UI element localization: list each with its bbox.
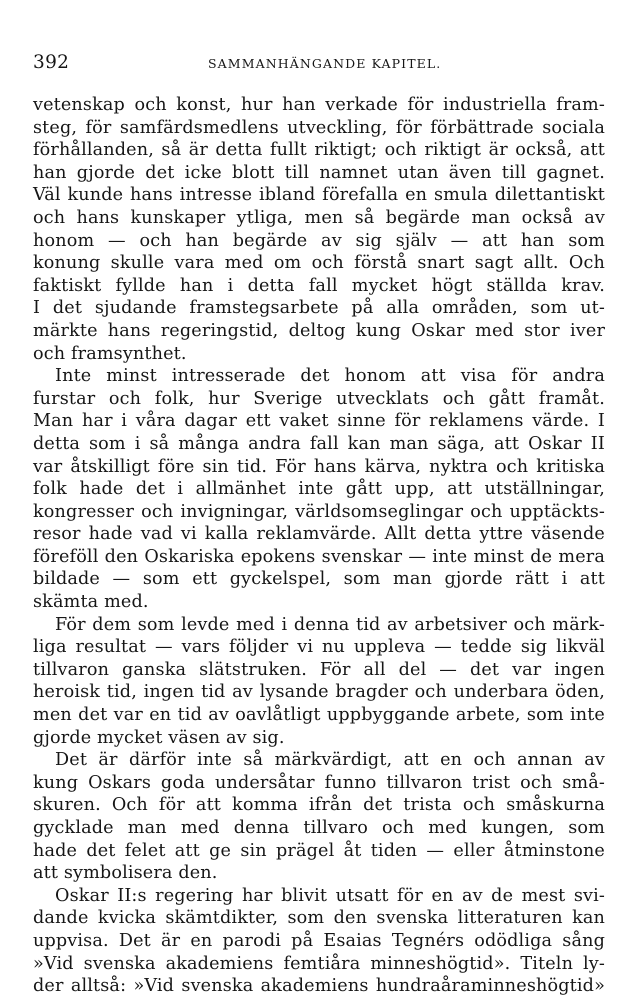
text-line: skämta med. bbox=[33, 592, 149, 613]
running-head: SAMMANHÄNGANDE KAPITEL. bbox=[208, 56, 442, 71]
text-line: vetenskap och konst, hur han verkade för industriella fram- bbox=[33, 95, 605, 115]
text-line: Inte minst intresserade det honom att visa för andra bbox=[55, 366, 605, 387]
text-line: att symbolisera den. bbox=[33, 863, 218, 884]
text-line: men det var en tid av oavlåtligt uppbyggande arbete, som inte bbox=[33, 705, 605, 726]
text-line: konung skulle vara med om och förstå snart sagt allt. Och bbox=[33, 253, 605, 274]
text-line: Det är därför inte så märkvärdigt, att en och annan av bbox=[55, 750, 605, 771]
text-line: »Vid svenska akademiens femtiåra minneshögtid». Titeln ly- bbox=[33, 953, 605, 974]
text-line: Man har i våra dagar ett vaket sinne för reklamens värde. I bbox=[33, 411, 605, 432]
text-line: steg, för samfärdsmedlens utveckling, för förbättrade sociala bbox=[33, 117, 605, 138]
text-line: bildade — som ett gyckelspel, som man gjorde rätt i att bbox=[33, 569, 605, 590]
text-line: uppvisa. Det är en parodi på Esaias Tegnérs odödliga sång bbox=[33, 930, 605, 951]
text-line: föreföll den Oskariska epokens svenskar — inte minst de mera bbox=[33, 546, 605, 567]
text-line: och hans kunskaper ytliga, men så begärde man också av bbox=[33, 207, 605, 228]
text-line: han gjorde det icke blott till namnet utan även till gagnet. bbox=[33, 162, 605, 183]
text-line: gycklade man med denna tillvaro och med kungen, som bbox=[33, 818, 605, 838]
body-text bbox=[33, 94, 605, 998]
text-line: furstar och folk, hur Sverige utvecklats och gått framåt. bbox=[33, 388, 605, 409]
text-line: förhållanden, så är detta fullt riktigt; och riktigt är också, att bbox=[33, 140, 605, 161]
text-line: I det sjudande framstegsarbete på alla områden, som ut- bbox=[33, 298, 605, 319]
text-line: För dem som levde med i denna tid av arbetsiver och märk- bbox=[55, 614, 605, 635]
text-line: tillvaron ganska slätstruken. För all del — det var ingen bbox=[33, 659, 605, 680]
text-line: gjorde mycket väsen av sig. bbox=[33, 727, 285, 748]
text-line: honom — och han begärde av sig själv — att han som bbox=[33, 230, 605, 251]
text-line: och framsynthet. bbox=[33, 343, 187, 364]
text-line: kung Oskars goda undersåtar funno tillvaron trist och små- bbox=[33, 772, 605, 793]
text-line: heroisk tid, ingen tid av lysande bragder och underbara öden, bbox=[33, 682, 605, 703]
text-line: var åtskilligt före sin tid. För hans kärva, nyktra och kritiska bbox=[33, 456, 605, 477]
text-line: skuren. Och för att komma ifrån det trista och småskurna bbox=[33, 795, 605, 816]
text-line: Oskar II:s regering har blivit utsatt för en av de mest svi- bbox=[55, 885, 605, 906]
text-line: faktiskt fyllde han i detta fall mycket högt ställda krav. bbox=[33, 275, 605, 296]
text-line: resor hade vad vi kalla reklamvärde. Allt detta yttre väsende bbox=[33, 524, 605, 545]
text-line: Väl kunde hans intresse ibland förefalla en smula dilettantiskt bbox=[33, 185, 605, 206]
page-header bbox=[33, 52, 607, 76]
text-line: der alltså: »Vid svenska akademiens hundraåraminneshögtid» bbox=[33, 976, 605, 997]
text-line: märkte hans regeringstid, deltog kung Oskar med stor iver bbox=[33, 320, 605, 341]
text-line: liga resultat — vars följder vi nu uppleva — tedde sig likväl bbox=[33, 637, 605, 658]
text-line: detta som i så många andra fall kan man säga, att Oskar II bbox=[33, 433, 605, 454]
text-line: kongresser och invigningar, världsomseglingar och upptäckts- bbox=[33, 501, 605, 522]
text-line: folk hade det i allmänhet inte gått upp, att utställningar, bbox=[33, 479, 605, 500]
page-number: 392 bbox=[33, 52, 70, 73]
text-line: hade det felet att ge sin prägel åt tiden — eller åtminstone bbox=[33, 840, 605, 861]
text-line: dande kvicka skämtdikter, som den svenska litteraturen kan bbox=[33, 908, 605, 929]
